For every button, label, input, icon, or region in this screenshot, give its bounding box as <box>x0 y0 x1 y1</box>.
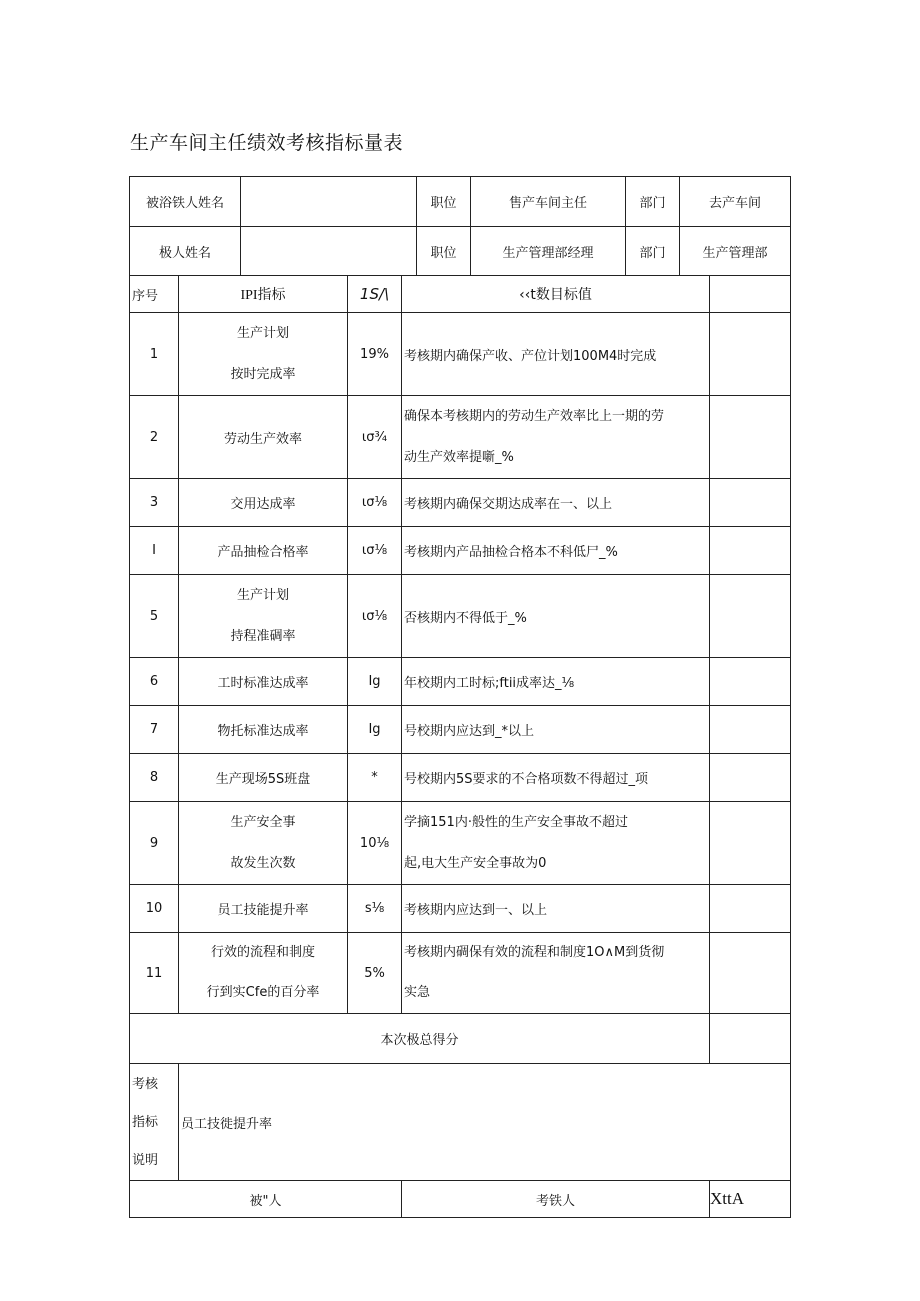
row-score-cell[interactable] <box>710 313 791 396</box>
row-weight: ισ¾ <box>348 396 402 479</box>
row-target <box>402 396 710 479</box>
kpi-line: 生产计划 <box>236 326 289 341</box>
kpi-line: 行效的流程和剕度 <box>210 945 315 960</box>
kpi-table <box>129 275 791 1218</box>
table-row <box>130 802 791 885</box>
row-weight: 5% <box>348 933 402 1014</box>
row-seq: I <box>130 527 179 575</box>
notes-label <box>130 1064 179 1181</box>
target-line: 考核期内碉保有效的流程和制度1O∧M到货彻 <box>404 945 665 960</box>
target-line: 实急 <box>404 985 431 1000</box>
table-row <box>130 479 791 527</box>
notes-label-line: 考核 <box>132 1077 159 1092</box>
row-weight: * <box>348 754 402 802</box>
header-row <box>130 276 791 313</box>
row-kpi: 工时标准达成率 <box>179 658 348 706</box>
kpi-line: 故发生次数 <box>230 856 296 871</box>
row-weight: 10⅛ <box>348 802 402 885</box>
row-target <box>402 933 710 1014</box>
row-kpi: 物托标准达成率 <box>179 706 348 754</box>
table-row <box>130 575 791 658</box>
row-target: 号校期内应达到_*以上 <box>402 706 710 754</box>
row-seq: 2 <box>130 396 179 479</box>
row-score-cell[interactable] <box>710 396 791 479</box>
signature-row <box>130 1181 791 1218</box>
row-kpi <box>179 802 348 885</box>
row-score-cell[interactable] <box>710 575 791 658</box>
row-kpi <box>179 575 348 658</box>
target-line: 确保本考核期内的劳动生产效率比上一期的劳 <box>404 409 665 424</box>
position-label: 职位 <box>417 177 471 227</box>
row-weight: ισ⅛ <box>348 575 402 658</box>
kpi-line: 持程准碉率 <box>230 629 296 644</box>
col-seq: 序号 <box>130 276 179 313</box>
row-seq: 11 <box>130 933 179 1014</box>
kpi-line: 生产安全事 <box>230 815 296 830</box>
col-target: ‹‹t数目标值 <box>402 276 710 313</box>
row-score-cell[interactable] <box>710 706 791 754</box>
assessee-position: 售产车间主任 <box>471 177 626 227</box>
notes-row <box>130 1064 791 1181</box>
row-weight: 19% <box>348 313 402 396</box>
row-score-cell[interactable] <box>710 754 791 802</box>
department-label: 部门 <box>626 227 680 276</box>
col-kpi: IPI指标 <box>179 276 348 313</box>
assessor-name-field[interactable] <box>241 227 417 276</box>
row-score-cell[interactable] <box>710 885 791 933</box>
row-target: 考核期内确保交期达成率在一、以上 <box>402 479 710 527</box>
notes-label-line: 说明 <box>132 1153 159 1168</box>
signature-assessor: 考铁人 <box>402 1181 710 1218</box>
signature-assessee: 被"人 <box>130 1181 402 1218</box>
row-seq: 10 <box>130 885 179 933</box>
notes-label-line: 指标 <box>132 1115 159 1130</box>
row-kpi: 劳动生产效率 <box>179 396 348 479</box>
total-score-cell[interactable] <box>710 1014 791 1064</box>
row-weight: s⅛ <box>348 885 402 933</box>
row-seq: 7 <box>130 706 179 754</box>
row-weight: Ig <box>348 658 402 706</box>
kpi-line: 生产计划 <box>236 588 289 603</box>
row-kpi <box>179 933 348 1014</box>
table-row <box>130 527 791 575</box>
table-row <box>130 313 791 396</box>
target-line: 起,电大生产安全事故为0 <box>404 856 547 871</box>
assessee-name-field[interactable] <box>241 177 417 227</box>
kpi-line: 行到实Cfe的百分率 <box>206 985 320 1000</box>
row-score-cell[interactable] <box>710 802 791 885</box>
row-weight: Ig <box>348 706 402 754</box>
row-weight: ισ⅛ <box>348 479 402 527</box>
assessor-name-label: 极人姓名 <box>130 227 241 276</box>
total-row <box>130 1014 791 1064</box>
page-title: 生产车间主任绩效考核指标量表 <box>130 132 404 154</box>
row-target <box>402 802 710 885</box>
row-target: 号校期内5S要求的不合格项数不得超过_项 <box>402 754 710 802</box>
row-target: 考核期内产品抽检合格本不科低尸_% <box>402 527 710 575</box>
row-weight: ισ⅛ <box>348 527 402 575</box>
assessor-department: 生产管理部 <box>680 227 791 276</box>
row-seq: 6 <box>130 658 179 706</box>
table-row <box>130 396 791 479</box>
col-score <box>710 276 791 313</box>
row-target: 考核期内应达到一、以上 <box>402 885 710 933</box>
row-kpi: 生产现场5S班盘 <box>179 754 348 802</box>
col-weight: 1S/\ <box>348 276 402 313</box>
signature-approver: XttA <box>710 1181 791 1218</box>
row-score-cell[interactable] <box>710 479 791 527</box>
total-score-label: 本次极总得分 <box>130 1014 710 1064</box>
table-row <box>130 885 791 933</box>
kpi-line: 按时完成率 <box>230 367 296 382</box>
notes-content: 员工技徙提升率 <box>179 1064 791 1181</box>
row-score-cell[interactable] <box>710 933 791 1014</box>
row-seq: 8 <box>130 754 179 802</box>
table-row <box>130 933 791 1014</box>
info-table <box>129 176 791 276</box>
row-target: 年校期内工时标;ftii成率达_⅛ <box>402 658 710 706</box>
row-score-cell[interactable] <box>710 527 791 575</box>
row-seq: 3 <box>130 479 179 527</box>
target-line: 学摘151内·般性的生产安全事故不超过 <box>404 815 628 830</box>
row-seq: 5 <box>130 575 179 658</box>
assessee-name-label: 被浴铁人姓名 <box>130 177 241 227</box>
row-target: 否核期内不得低于_% <box>402 575 710 658</box>
position-label: 职位 <box>417 227 471 276</box>
table-row <box>130 658 791 706</box>
row-seq: 1 <box>130 313 179 396</box>
table-row <box>130 706 791 754</box>
table-row <box>130 754 791 802</box>
target-line: 动生产效率提噺_% <box>404 450 514 465</box>
row-kpi <box>179 313 348 396</box>
row-score-cell[interactable] <box>710 658 791 706</box>
department-label: 部门 <box>626 177 680 227</box>
row-kpi: 产品抽检合格率 <box>179 527 348 575</box>
assessor-position: 生产管理部经理 <box>471 227 626 276</box>
row-kpi: 员工技能提升率 <box>179 885 348 933</box>
row-kpi: 交用达成率 <box>179 479 348 527</box>
row-seq: 9 <box>130 802 179 885</box>
assessee-department: 去产车间 <box>680 177 791 227</box>
row-target: 考核期内确保产收、产位计划100M4时完成 <box>402 313 710 396</box>
